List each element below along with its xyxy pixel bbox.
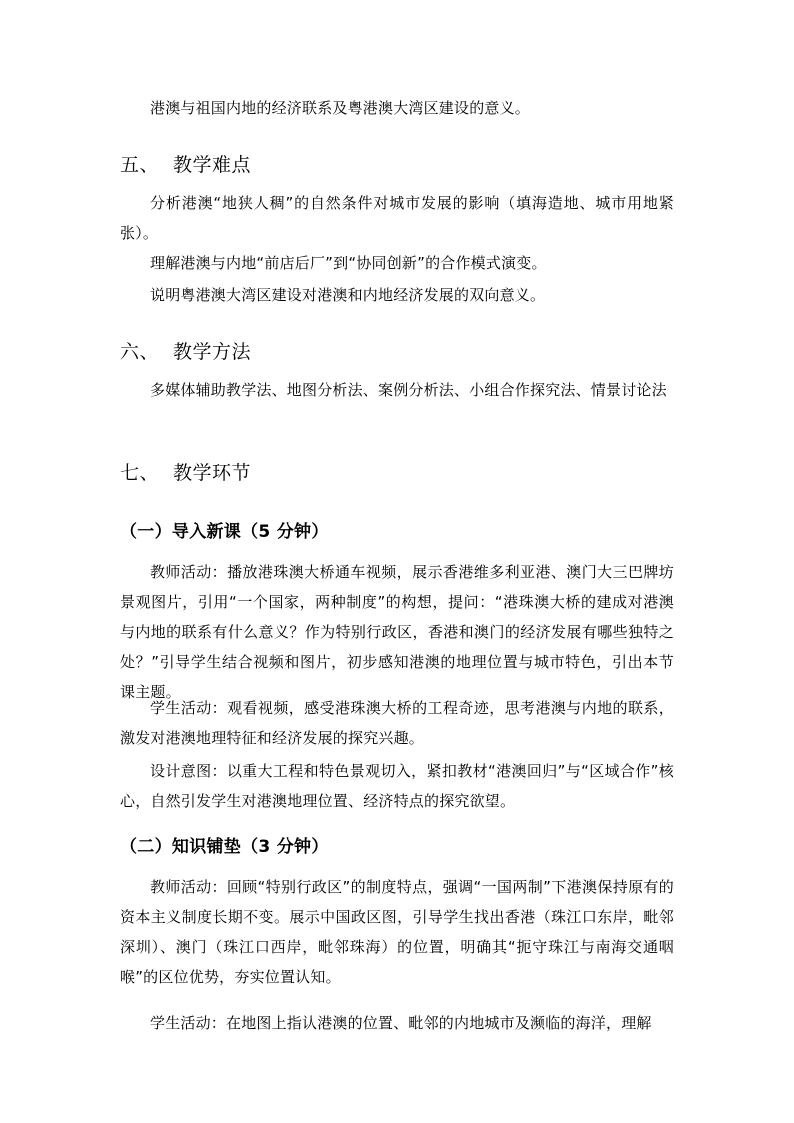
section-5-title: 教学难点 — [173, 154, 252, 176]
subsection-2-paragraph-2: 学生活动：在地图上指认港澳的位置、毗邻的内地城市及濒临的海洋，理解 — [150, 1014, 652, 1032]
subsection-1-paragraph-1: 教师活动：播放港珠澳大桥通车视频，展示香港维多利亚港、澳门大三巴牌坊景观图片，引用“一个国家，两种制度”的构想，提问：“港珠澳大桥的建成对港澳与内地的联系有什么意义？作为特别行政区，香港和澳门的经济发展有哪些独特之处？”引导学生结合视频和图片，初步感知港澳的地理位置与城市特色，引出本节课主题。 — [120, 563, 674, 701]
section-6-number: 六、 — [120, 341, 160, 363]
section-5-number: 五、 — [120, 154, 160, 176]
subsection-2-paragraph-1: 教师活动：回顾“特别行政区”的制度特点，强调“一国两制”下港澳保持原有的资本主义制度长期不变。展示中国政区图，引导学生找出香港（珠江口东岸，毗邻深圳）、澳门（珠江口西岸，毗邻珠海）的位置，明确其“扼守珠江与南海交通咽喉”的区位优势，夯实位置认知。 — [120, 878, 674, 986]
subsection-1-paragraph-2: 学生活动：观看视频，感受港珠澳大桥的工程奇迹，思考港澳与内地的联系，激发对港澳地理特征和经济发展的探究兴趣。 — [120, 699, 674, 747]
section-7-number: 七、 — [120, 462, 160, 484]
section-5-paragraph-2: 理解港澳与内地“前店后厂”到“协同创新”的合作模式演变。 — [150, 254, 547, 272]
section-7-heading — [120, 459, 251, 487]
intro-paragraph: 港澳与祖国内地的经济联系及粤港澳大湾区建设的意义。 — [150, 99, 531, 117]
section-6-paragraph-1: 多媒体辅助教学法、地图分析法、案例分析法、小组合作探究法、情景讨论法 — [150, 381, 667, 399]
section-7-title: 教学环节 — [173, 462, 252, 484]
subsection-2-heading: （二）知识铺垫（3 分钟） — [120, 837, 329, 857]
section-5-heading — [120, 151, 251, 179]
section-6-heading — [120, 338, 251, 366]
section-5-paragraph-1: 分析港澳“地狭人稠”的自然条件对城市发展的影响（填海造地、城市用地紧张）。 — [120, 194, 674, 242]
section-6-title: 教学方法 — [173, 341, 252, 363]
subsection-1-heading: （一）导入新课（5 分钟） — [120, 522, 329, 542]
section-5-paragraph-3: 说明粤港澳大湾区建设对港澳和内地经济发展的双向意义。 — [150, 286, 546, 304]
subsection-1-paragraph-3: 设计意图：以重大工程和特色景观切入，紧扣教材“港澳回归”与“区域合作”核心，自然引发学生对港澳地理位置、经济特点的探究欲望。 — [120, 762, 674, 810]
